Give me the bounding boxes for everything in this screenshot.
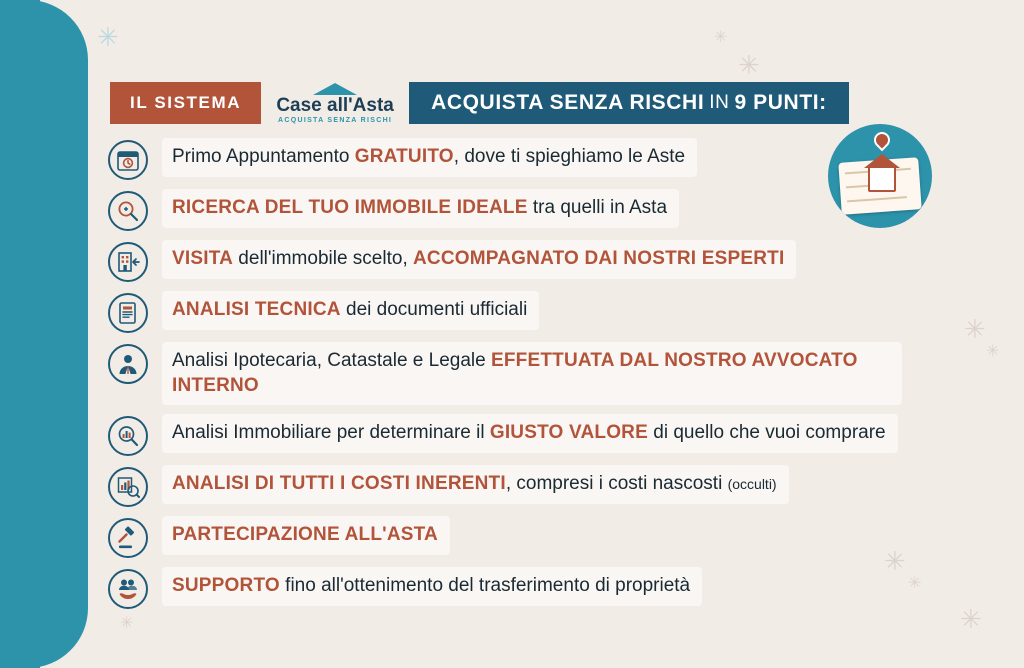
text-segment: PARTECIPAZIONE ALL'ASTA — [172, 524, 438, 546]
list-item — [108, 240, 918, 282]
list-item — [108, 189, 918, 231]
text-segment: GRATUITO — [354, 146, 454, 167]
costs-chart-icon — [108, 467, 148, 507]
list-item — [108, 516, 918, 558]
list-item — [108, 138, 918, 180]
text-segment: Analisi Ipotecaria, Catastale e Legale — [172, 350, 491, 371]
sparkle-decoration: ✳ — [120, 615, 134, 632]
header-sistema-label: IL SISTEMA — [110, 82, 261, 124]
header-claim-count: 9 PUNTI: — [734, 91, 827, 114]
text-segment: EFFETTUATA DAL NOSTRO AVVOCATO INTERNO — [172, 350, 858, 396]
chart-magnifier-icon — [108, 416, 148, 456]
document-icon — [108, 293, 148, 333]
list-item-text — [162, 189, 679, 228]
text-segment: , dove ti spieghiamo le Aste — [453, 146, 686, 167]
lawyer-icon — [108, 344, 148, 384]
text-segment: Primo Appuntamento — [172, 146, 355, 167]
sparkle-decoration: ✳ — [97, 22, 119, 52]
list-item — [108, 567, 918, 609]
list-item — [108, 414, 918, 456]
text-segment: ANALISI DI TUTTI I COSTI INERENTI — [172, 473, 506, 495]
text-segment: Analisi Immobiliare per determinare il — [172, 422, 490, 444]
list-item — [108, 342, 918, 405]
text-segment: , compresi i costi nascosti — [505, 473, 728, 495]
left-teal-panel — [0, 0, 88, 668]
list-item-text — [162, 567, 702, 606]
list-item-text — [162, 342, 902, 405]
sparkle-decoration: ✳ — [960, 604, 982, 634]
header-claim-in: IN — [709, 92, 730, 113]
sparkle-decoration: ✳ — [986, 343, 1000, 360]
left-teal-panel-inner — [0, 0, 40, 668]
roof-icon — [313, 83, 357, 95]
list-item — [108, 291, 918, 333]
points-list — [108, 138, 918, 618]
text-segment: SUPPORTO — [172, 575, 280, 597]
list-item-text — [162, 516, 450, 555]
list-item-text — [162, 465, 789, 504]
text-segment: GIUSTO VALORE — [489, 422, 648, 444]
building-visit-icon — [108, 242, 148, 282]
calendar-icon — [108, 140, 148, 180]
header-claim-main: ACQUISTA SENZA RISCHI — [431, 91, 705, 114]
list-item-text — [162, 138, 697, 177]
list-item — [108, 465, 918, 507]
magnifier-icon — [108, 191, 148, 231]
text-segment: RICERCA DEL TUO IMMOBILE IDEALE — [172, 197, 528, 218]
text-segment: (occulti) — [727, 476, 777, 493]
text-segment: ANALISI TECNICA — [172, 299, 341, 320]
list-item-text — [162, 240, 796, 279]
sparkle-decoration: ✳ — [908, 575, 922, 592]
text-segment: ACCOMPAGNATO DAI NOSTRI ESPERTI — [413, 248, 785, 269]
text-segment: di quello che vuoi comprare — [647, 422, 886, 444]
text-segment: VISITA — [172, 248, 234, 269]
text-segment: tra quelli in Asta — [527, 197, 668, 218]
header-bar — [110, 82, 849, 124]
list-item-text — [162, 414, 898, 453]
sparkle-decoration: ✳ — [964, 314, 986, 344]
gavel-icon — [108, 518, 148, 558]
sparkle-decoration: ✳ — [738, 50, 760, 80]
text-segment: fino all'ottenimento del trasferimento di proprietà — [279, 575, 691, 597]
text-segment: dei documenti ufficiali — [340, 299, 528, 320]
text-segment: dell'immobile scelto, — [233, 248, 414, 269]
header-claim — [409, 82, 849, 124]
brand-tagline: ACQUISTA SENZA RISCHI — [278, 116, 393, 124]
brand-name: Case all'Asta — [276, 94, 394, 116]
list-item-text — [162, 291, 539, 330]
sparkle-decoration: ✳ — [884, 546, 906, 576]
sparkle-decoration: ✳ — [714, 29, 728, 46]
support-hand-icon — [108, 569, 148, 609]
brand-logo — [261, 82, 409, 124]
